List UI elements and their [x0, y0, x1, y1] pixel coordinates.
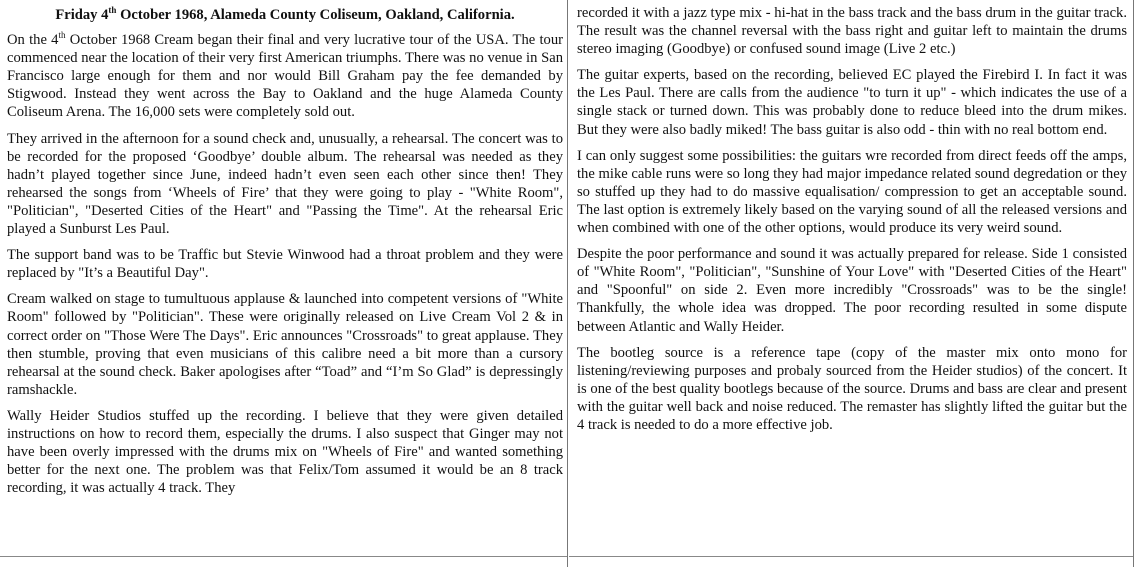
paragraph-text-post: October 1968 Cream began their final and very lucrative tour of the USA. The tour commenced near the location of their very first American triumphs. There was no venue in San Francisco large enough for them and nor would Bill Graham pay the fee demanded by Stigwood. Instead they went across the Bay to Oakland and the huge Alameda County Coliseum Arena. The 16,000 sets were completely sold out.: [7, 32, 563, 121]
paragraph: Cream walked on stage to tumultuous applause & launched into competent versions of "White Room" followed by "Politician". These were originally released on Live Cream Vol 2 & in correct order on "Those Were The Days". Eric announces "Crossroads" to great applause. They then stumble, proving that even musicians of this calibre need a bit more than a cursory rehearsal at the sound check. Baker apologises after “Toad” and “I’m So Glad” is depressingly ramshackle.: [7, 291, 563, 398]
right-column: [569, 0, 1134, 567]
heading-text-post: October 1968, Alameda County Coliseum, Oakland, California.: [116, 7, 515, 23]
paragraph: [7, 31, 563, 121]
paragraph-text-pre: On the 4: [7, 32, 59, 49]
article-heading: [7, 6, 563, 24]
paragraph: The support band was to be Traffic but Stevie Winwood had a throat problem and they were replaced by "It’s a Beautiful Day".: [7, 247, 563, 282]
paragraph: They arrived in the afternoon for a sound check and, unusually, a rehearsal. The concert was to be recorded for the proposed ‘Goodbye’ double album. The rehearsal was needed as they hadn’t played together since June, indeed hadn’t even seen each other since then! They rehearsed the songs from ‘Wheels of Fire’ that they were going to play - "White Room", "Politician", "Deserted Cities of the Heart" and "Passing the Time". At the rehearsal Eric played a Sunburst Les Paul.: [7, 130, 563, 238]
paragraph: The bootleg source is a reference tape (copy of the master mix onto mono for listening/reviewing purposes and probaly sourced from the Heider studios) of the concert. It is one of the best quality bootlegs because of the source. Drums and bass are clear and present with the guitar well back and noise reduced. The remaster has slightly lifted the guitar but the 4 track is needed to do a more effective job.: [577, 344, 1127, 433]
heading-text-pre: Friday 4: [55, 7, 109, 23]
paragraph-superscript: th: [58, 30, 66, 41]
paragraph: The guitar experts, based on the recording, believed EC played the Firebird I. In fact it was the Les Paul. There are calls from the audience "to turn it up" - which indicates the use of a single stack or turned down. This was probably done to reduce bleed into the drum mikes. But they were also badly miked! The bass guitar is also odd - thin with no real bottom end.: [577, 67, 1127, 138]
heading-superscript: th: [108, 5, 117, 16]
paragraph: I can only suggest some possibilities: the guitars wre recorded from direct feeds off the amps, the mike cable runs were so long they had major impedance related sound degredation or they so stuffed up they had to do massive equalisation/ compression to get an acceptable sound. The last option is extremely likely based on the varying sound of all the released versions and when combined with one of the other options, would produce its very weird sound.: [577, 147, 1127, 237]
paragraph: recorded it with a jazz type mix - hi-hat in the bass track and the bass drum in the guitar track. The result was the channel reversal with the bass right and guitar left to maintain the drums stereo imaging (Goodbye) or confused sound image (Live 2 etc.): [577, 5, 1127, 58]
paragraph: Despite the poor performance and sound it was actually prepared for release. Side 1 consisted of "White Room", "Politician", "Sunshine of Your Love" with "Deserted Cities of the Heart" and "Spoonful" on side 2. Even more incredibly "Crossroads" was to be the single! Thankfully, the whole idea was dropped. The poor recording resulted in some dispute between Atlantic and Wally Heider.: [577, 246, 1127, 335]
paragraph: Wally Heider Studios stuffed up the recording. I believe that they were given detailed instructions on how to record them, especially the drums. I also suspect that Ginger may not have been overly impressed with the drums mix on "Wheels of Fire" and wanted something better for the next one. The problem was that Felix/Tom assumed it would be an 8 track recording, it was actually 4 track. They: [7, 407, 563, 497]
